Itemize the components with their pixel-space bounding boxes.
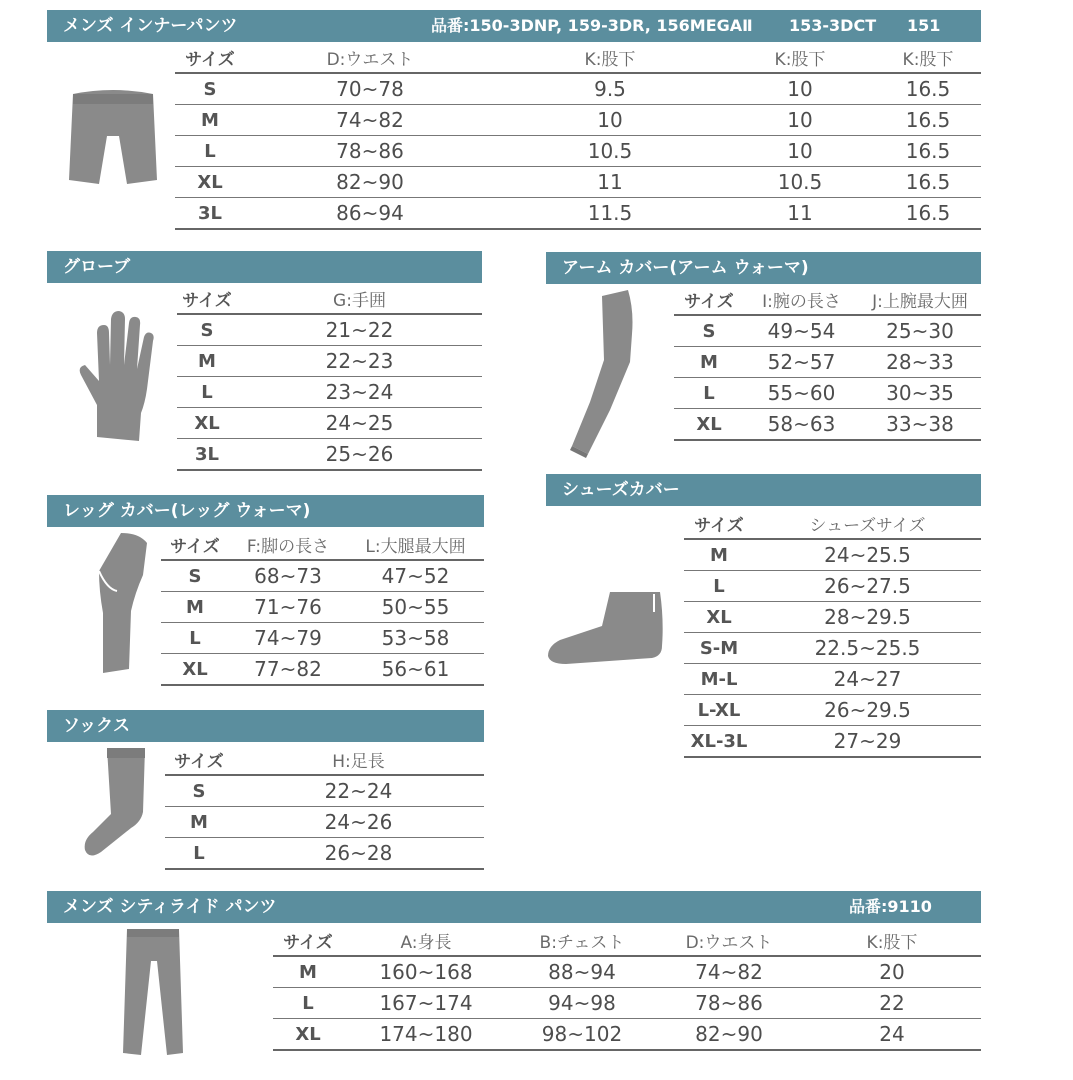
section-socks: [47, 710, 484, 868]
leg-length-cell: 68~73: [229, 560, 347, 592]
header-thigh-girth: L:大腿最大囲: [347, 529, 484, 560]
table-row: [684, 571, 981, 602]
arm-length-cell: 55~60: [744, 378, 859, 409]
inseam-cell-2: 10: [725, 136, 875, 167]
city-pants-icon: [121, 927, 185, 1059]
header-inseam: K:股下: [803, 925, 981, 956]
table-row: [177, 346, 482, 377]
arm-length-cell: 58~63: [744, 409, 859, 441]
size-cell: M: [177, 346, 237, 377]
header-inseam-2: K:股下: [725, 42, 875, 73]
size-cell: M: [273, 956, 343, 988]
shoe-size-cell: 27~29: [754, 726, 981, 758]
header-inseam: K:股下: [495, 42, 725, 73]
header-upper-arm-girth: J:上腕最大囲: [859, 284, 981, 315]
thigh-girth-cell: 47~52: [347, 560, 484, 592]
section-header: [546, 474, 981, 506]
header-leg-length: F:脚の長さ: [229, 529, 347, 560]
upper-arm-cell: 30~35: [859, 378, 981, 409]
size-cell: XL-3L: [684, 726, 754, 758]
inner-pants-icon: [65, 88, 161, 192]
header-chest: B:チェスト: [509, 925, 655, 956]
upper-arm-cell: 28~33: [859, 347, 981, 378]
inseam-cell-3: 16.5: [875, 198, 981, 230]
shoe-size-cell: 22.5~25.5: [754, 633, 981, 664]
size-cell: XL: [273, 1019, 343, 1051]
inseam-cell-3: 16.5: [875, 73, 981, 105]
table-row: [684, 726, 981, 758]
foot-length-cell: 22~24: [233, 775, 484, 807]
size-table: [684, 508, 981, 758]
table-row: [273, 956, 981, 988]
size-cell: XL: [161, 654, 229, 686]
hand-girth-cell: 24~25: [237, 408, 482, 439]
chest-cell: 88~94: [509, 956, 655, 988]
section-title: シューズカバー: [562, 480, 680, 500]
inseam-cell-2: 11: [725, 198, 875, 230]
size-cell: XL: [175, 167, 245, 198]
section-header: [47, 891, 981, 923]
size-cell: L: [161, 623, 229, 654]
leg-length-cell: 74~79: [229, 623, 347, 654]
arm-length-cell: 49~54: [744, 315, 859, 347]
header-shoe-size: シューズサイズ: [754, 508, 981, 539]
foot-length-cell: 24~26: [233, 807, 484, 838]
arm-length-cell: 52~57: [744, 347, 859, 378]
section-leg-cover: [47, 495, 484, 687]
size-cell: XL: [684, 602, 754, 633]
table-row: [273, 988, 981, 1019]
product-code-3: 151: [907, 16, 941, 35]
inseam-cell: 10: [495, 105, 725, 136]
hand-girth-cell: 21~22: [237, 314, 482, 346]
table-row: [175, 198, 981, 230]
height-cell: 167~174: [343, 988, 509, 1019]
table-row: [177, 377, 482, 408]
header-size: サイズ: [177, 283, 237, 314]
section-mens-inner-pants: [47, 10, 981, 228]
table-row: [175, 73, 981, 105]
size-table: [165, 744, 484, 870]
table-row: [165, 807, 484, 838]
section-city-ride-pants: [47, 891, 981, 1063]
size-table: [161, 529, 484, 686]
size-cell: 3L: [175, 198, 245, 230]
shoe-size-cell: 26~29.5: [754, 695, 981, 726]
size-cell: M: [175, 105, 245, 136]
table-row: [177, 408, 482, 439]
height-cell: 160~168: [343, 956, 509, 988]
header-inseam-3: K:股下: [875, 42, 981, 73]
size-cell: L: [165, 838, 233, 870]
upper-arm-cell: 25~30: [859, 315, 981, 347]
inseam-cell-3: 16.5: [875, 167, 981, 198]
table-row: [684, 602, 981, 633]
section-title: レッグ カバー(レッグ ウォーマ): [63, 501, 311, 521]
size-cell: L: [674, 378, 744, 409]
header-size: サイズ: [273, 925, 343, 956]
table-row: [273, 1019, 981, 1051]
size-table: [177, 283, 482, 471]
waist-cell: 78~86: [655, 988, 803, 1019]
section-header: [47, 251, 482, 283]
inseam-cell: 24: [803, 1019, 981, 1051]
shoe-size-cell: 24~27: [754, 664, 981, 695]
leg-cover-icon: [77, 531, 153, 679]
size-cell: S: [175, 73, 245, 105]
table-row: [161, 654, 484, 686]
waist-cell: 82~90: [655, 1019, 803, 1051]
header-arm-length: I:腕の長さ: [744, 284, 859, 315]
height-cell: 174~180: [343, 1019, 509, 1051]
section-arm-cover: [546, 252, 981, 444]
product-code: 品番:150-3DNP, 159-3DR, 156MEGAⅡ: [431, 16, 753, 35]
table-row: [674, 409, 981, 441]
size-cell: 3L: [177, 439, 237, 471]
size-cell: M: [684, 539, 754, 571]
section-title: アーム カバー(アーム ウォーマ): [562, 258, 809, 278]
section-title: ソックス: [63, 716, 130, 736]
size-cell: M: [165, 807, 233, 838]
size-cell: S: [177, 314, 237, 346]
inseam-cell-2: 10: [725, 73, 875, 105]
table-row: [684, 633, 981, 664]
size-cell: XL: [177, 408, 237, 439]
header-hand-girth: G:手囲: [237, 283, 482, 314]
hand-girth-cell: 23~24: [237, 377, 482, 408]
section-header: [47, 495, 484, 527]
table-row: [684, 695, 981, 726]
inseam-cell-3: 16.5: [875, 105, 981, 136]
waist-cell: 86~94: [245, 198, 495, 230]
table-row: [177, 314, 482, 346]
leg-length-cell: 71~76: [229, 592, 347, 623]
size-cell: S: [161, 560, 229, 592]
product-code: 品番:9110: [849, 897, 932, 916]
size-cell: M-L: [684, 664, 754, 695]
table-row: [674, 347, 981, 378]
size-cell: L: [175, 136, 245, 167]
waist-cell: 70~78: [245, 73, 495, 105]
size-table: [175, 42, 981, 230]
size-cell: S: [674, 315, 744, 347]
header-size: サイズ: [165, 744, 233, 775]
size-cell: L: [177, 377, 237, 408]
hand-girth-cell: 25~26: [237, 439, 482, 471]
inseam-cell: 11.5: [495, 198, 725, 230]
arm-cover-icon: [566, 290, 666, 458]
size-cell: L: [684, 571, 754, 602]
chest-cell: 94~98: [509, 988, 655, 1019]
foot-length-cell: 26~28: [233, 838, 484, 870]
section-title: メンズ インナーパンツ: [63, 16, 238, 36]
header-waist: D:ウエスト: [245, 42, 495, 73]
section-header: [546, 252, 981, 284]
table-row: [165, 838, 484, 870]
header-height: A:身長: [343, 925, 509, 956]
thigh-girth-cell: 56~61: [347, 654, 484, 686]
shoe-size-cell: 28~29.5: [754, 602, 981, 633]
table-row: [674, 378, 981, 409]
leg-length-cell: 77~82: [229, 654, 347, 686]
size-table: [674, 284, 981, 441]
thigh-girth-cell: 50~55: [347, 592, 484, 623]
product-code-2: 153-3DCT: [789, 16, 877, 35]
waist-cell: 78~86: [245, 136, 495, 167]
section-shoe-cover: [546, 474, 981, 756]
header-size: サイズ: [175, 42, 245, 73]
size-cell: M: [161, 592, 229, 623]
section-glove: [47, 251, 482, 473]
header-waist: D:ウエスト: [655, 925, 803, 956]
inseam-cell: 10.5: [495, 136, 725, 167]
table-row: [175, 136, 981, 167]
table-row: [165, 775, 484, 807]
thigh-girth-cell: 53~58: [347, 623, 484, 654]
inseam-cell: 11: [495, 167, 725, 198]
header-size: サイズ: [674, 284, 744, 315]
section-header: [47, 10, 981, 42]
shoe-size-cell: 26~27.5: [754, 571, 981, 602]
table-row: [175, 167, 981, 198]
size-cell: S-M: [684, 633, 754, 664]
table-row: [684, 664, 981, 695]
size-cell: S: [165, 775, 233, 807]
waist-cell: 74~82: [245, 105, 495, 136]
shoe-size-cell: 24~25.5: [754, 539, 981, 571]
chest-cell: 98~102: [509, 1019, 655, 1051]
size-cell: L: [273, 988, 343, 1019]
table-row: [161, 560, 484, 592]
inseam-cell: 22: [803, 988, 981, 1019]
inseam-cell: 9.5: [495, 73, 725, 105]
size-cell: XL: [674, 409, 744, 441]
table-row: [161, 623, 484, 654]
inseam-cell: 20: [803, 956, 981, 988]
section-title: メンズ シティライド パンツ: [63, 897, 277, 917]
socks-icon: [83, 748, 153, 860]
size-cell: M: [674, 347, 744, 378]
hand-girth-cell: 22~23: [237, 346, 482, 377]
table-row: [674, 315, 981, 347]
waist-cell: 82~90: [245, 167, 495, 198]
glove-icon: [77, 309, 157, 449]
size-table: [273, 925, 981, 1051]
upper-arm-cell: 33~38: [859, 409, 981, 441]
header-size: サイズ: [161, 529, 229, 560]
inseam-cell-3: 16.5: [875, 136, 981, 167]
header-size: サイズ: [684, 508, 754, 539]
waist-cell: 74~82: [655, 956, 803, 988]
size-cell: L-XL: [684, 695, 754, 726]
section-title: グローブ: [63, 257, 131, 277]
inseam-cell-2: 10.5: [725, 167, 875, 198]
header-foot-length: H:足長: [233, 744, 484, 775]
table-row: [175, 105, 981, 136]
shoe-cover-icon: [546, 590, 668, 670]
table-row: [177, 439, 482, 471]
inseam-cell-2: 10: [725, 105, 875, 136]
table-row: [684, 539, 981, 571]
section-header: [47, 710, 484, 742]
table-row: [161, 592, 484, 623]
